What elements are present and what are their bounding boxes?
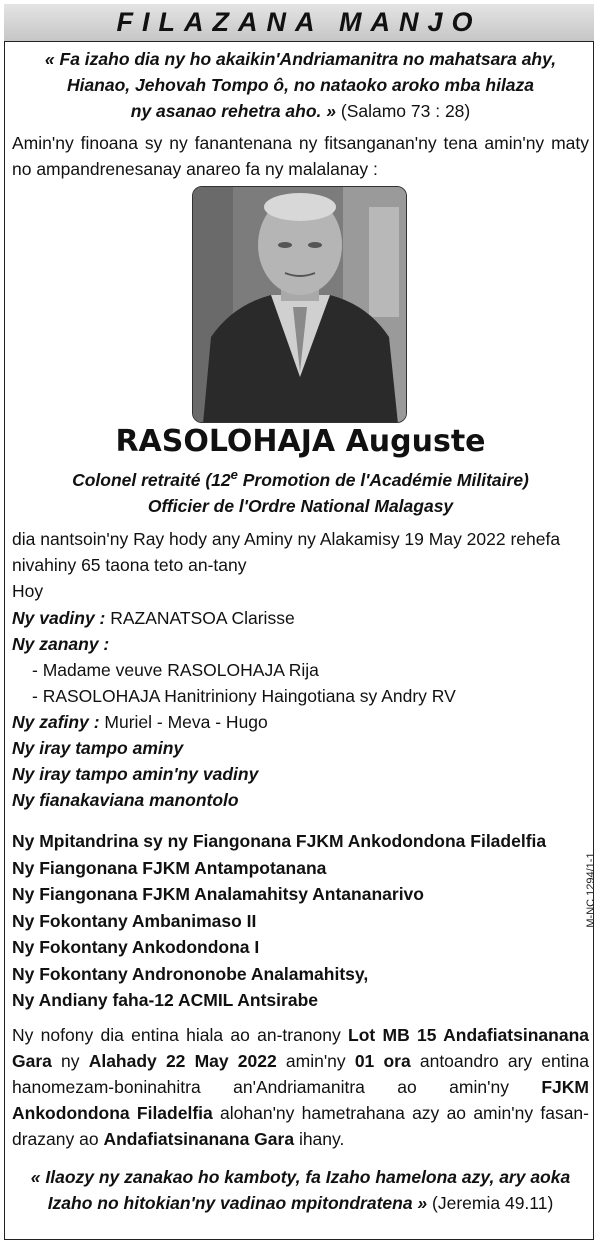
funeral-details: Ny nofony dia entina hiala ao an-tranony Lot MB 15 Andafiatsinanana Gara ny Alahady 22 May 2022 amin'ny 01 ora antoandro ary entina hanomezam-boninahitra an'Andriamanitra ao amin'ny FJKM Ankodondona Filadelfia alohan'ny hametrahana azy ao amin'ny fasan-drazany ao Andafiatsinanana Gara ihany. [12, 1025, 589, 1149]
quote-line-3: ny asanao rehetra aho. » [130, 101, 336, 121]
closing-reference: (Jeremia 49.11) [427, 1193, 554, 1213]
child-item: - RASOLOHAJA Hanitriniony Haingotiana sy Andry RV [32, 686, 456, 706]
organization-item: Ny Fokontany Ankodondona I [12, 937, 260, 957]
organization-item: Ny Fiangonana FJKM Antampotanana [12, 857, 327, 878]
closing-quote [12, 1164, 589, 1216]
deceased-titles [12, 462, 589, 519]
death-notice [12, 526, 589, 604]
intro-quote [12, 46, 589, 124]
family-other: Ny iray tampo aminy [12, 738, 184, 758]
deceased-title-1: Colonel retraité (12e Promotion de l'Académie Militaire) [72, 467, 529, 490]
grandchildren-line: Ny zafiny : Muriel - Meva - Hugo [12, 712, 268, 732]
deceased-title-2: Officier de l'Ordre National Malagasy [147, 495, 454, 516]
organizations-list [12, 828, 589, 1014]
quote-line-2: Hianao, Jehovah Tompo ô, no nataoko aroko mba hilaza [66, 75, 535, 95]
hoy-text: Hoy [12, 581, 44, 601]
organization-item: Ny Fokontany Andrononobe Analamahitsy, [12, 963, 369, 984]
organization-item: Ny Mpitandrina sy ny Fiangonana FJKM Ankodondona Filadelfia [12, 831, 547, 851]
family-list [12, 605, 589, 813]
organization-item: Ny Andiany faha-12 ACMIL Antsirabe [12, 990, 318, 1010]
portrait-image [193, 187, 407, 423]
death-notice-text: dia nantsoin'ny Ray hody any Aminy ny Alakamisy 19 May 2022 rehefa nivahiny 65 taona teto an-tany [12, 529, 561, 575]
intro-text: Amin'ny finoana sy ny fanantenana ny fitsanganan'ny tena amin'ny maty no ampandrenesanay anareo fa ny malalanay : [12, 133, 589, 179]
organization-item: Ny Fiangonana FJKM Analamahitsy Antananarivo [12, 884, 424, 904]
banner-title: FILAZANA MANJO [116, 7, 482, 37]
children-label: Ny zanany : [12, 634, 110, 654]
organization-item: Ny Fokontany Ambanimaso II [12, 910, 257, 931]
notice-banner [4, 4, 594, 42]
quote-line-1: « Fa izaho dia ny ho akaikin'Andriamanitra no mahatsara ahy, [44, 49, 557, 69]
deceased-name: RASOLOHAJA Auguste [115, 424, 486, 459]
quote-reference: (Salamo 73 : 28) [336, 101, 471, 121]
side-code: M-NC 1294/1-1 [585, 852, 597, 928]
family-other: Ny fianakaviana manontolo [12, 790, 239, 810]
family-other: Ny iray tampo amin'ny vadiny [12, 764, 259, 784]
child-item: - Madame veuve RASOLOHAJA Rija [32, 660, 319, 680]
deceased-photo [192, 186, 407, 423]
closing-quote-line-2: Izaho no hitokian'ny vadinao mpitondratena » [47, 1193, 428, 1213]
closing-quote-line-1: « Ilaozy ny zanakao ho kamboty, fa Izaho hamelona azy, ary aoka [30, 1167, 571, 1187]
spouse-line: Ny vadiny : RAZANATSOA Clarisse [12, 608, 295, 628]
